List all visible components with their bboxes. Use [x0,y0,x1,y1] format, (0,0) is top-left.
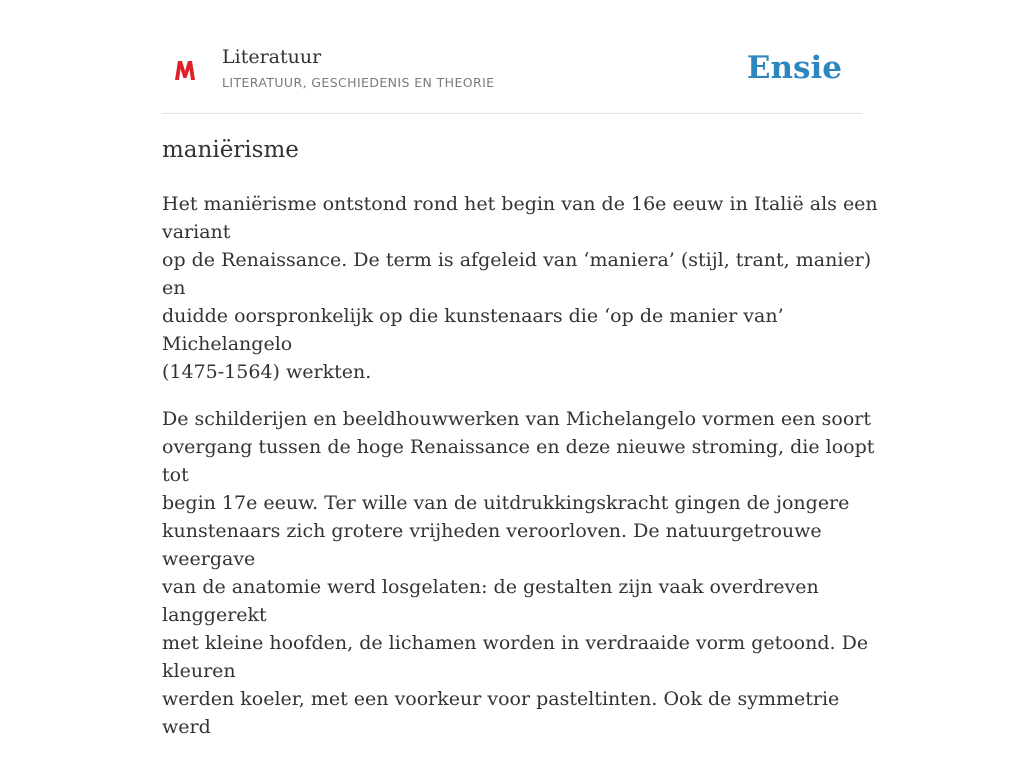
article-title: maniërisme [162,137,299,163]
paragraph-line: werden koeler, met een voorkeur voor pasteltinten. Ook de symmetrie werd [162,688,840,738]
article-body [162,190,882,760]
site-header [162,40,862,114]
paragraph-line: De schilderijen en beeldhouwwerken van Michelangelo vormen een soort [162,408,871,430]
paragraph-line: begin 17e eeuw. Ter wille van de uitdrukkingskracht gingen de jongere [162,492,850,514]
paragraph-line: kunstenaars zich grotere vrijheden veroorloven. De natuurgetrouwe weergave [162,520,822,570]
brand-logo[interactable]: Ensie [746,50,842,86]
paragraph-line: Het maniërisme ontstond rond het begin van de 16e eeuw in Italië als een variant [162,193,878,243]
paragraph-line: overgang tussen de hoge Renaissance en deze nieuwe stroming, die loopt tot [162,436,875,486]
site-title[interactable]: Literatuur [222,46,322,68]
paragraph-line: op de Renaissance. De term is afgeleid van ‘maniera’ (stijl, trant, manier) en [162,249,872,299]
article-paragraph [162,190,882,386]
paragraph-line: duidde oorspronkelijk op die kunstenaars die ‘op de manier van’ Michelangelo [162,305,784,355]
site-subtitle: LITERATUUR, GESCHIEDENIS EN THEORIE [222,75,495,90]
paragraph-line: van de anatomie werd losgelaten: de gestalten zijn vaak overdreven langgerekt [162,576,819,626]
article-paragraph [162,405,882,741]
paragraph-line: (1475-1564) werkten. [162,361,372,383]
m-logo-icon[interactable] [173,58,197,82]
paragraph-line: met kleine hoofden, de lichamen worden in verdraaide vorm getoond. De kleuren [162,632,869,682]
